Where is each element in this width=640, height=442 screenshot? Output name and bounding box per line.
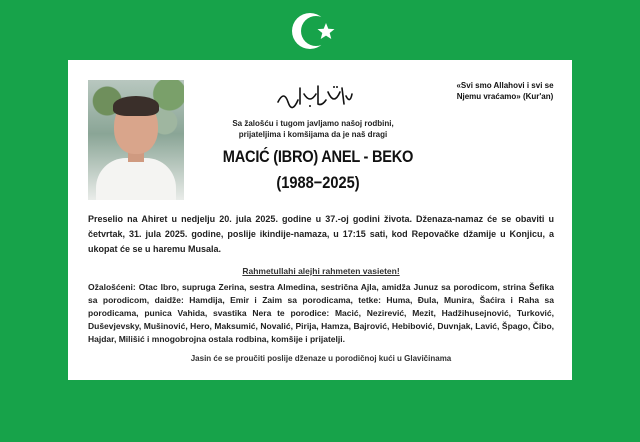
prayer-line: Rahmetullahi alejhi rahmeten vasieten! [242,266,400,276]
mourners-list: Ožalošćeni: Otac Ibro, supruga Zerina, sestra Almedina, sestrična Ajla, amidža Junuz sa porodicom, strina Šefika sa porodicom, daidže: Hamdija, Emir i Zaim sa porodicama, tetke: Huma, Đula, Munira, Šaćira i Raha sa porodicama, punica Vahida, svastika Nera te porodice: Macić, Nezirević, Mezit, Hadžihusejnović, Turković, Duševjevsky, Mušinović, Hero, Maksumić, Novalić, Pirija, Hamza, Bajrović, Hebibović, Duvnjak, Lavić, Špago, Čibo, Hajdar, Milišić i mnogobrojna ostala rodbina, komšije i prijatelji. [88,282,554,344]
arabic-calligraphy [274,82,354,110]
deceased-photo [88,80,184,200]
quran-quote: «Svi smo Allahovi i svi se Njemu vraćamo» (Kur'an) [456,81,554,101]
life-years: (1988−2025) [276,173,360,192]
crescent-star-icon [288,8,340,54]
jasin-notice: Jasin će se proučiti poslije dženaze u porodičnoj kući u Glavičinama [190,354,452,363]
funeral-announcement: Preselio na Ahiret u nedjelju 20. jula 2025. godine u 37.-oj godini života. Dženaza-namaz će se obaviti u četvrtak, 31. jula 2025. godine, poslije ikindije-namaza, u 17:15 sati, kod Repovačke džamije u Konjicu, a ukopat će se u haremu Musala. [88,214,554,254]
obituary-card [68,60,572,380]
deceased-name: MACIĆ (IBRO) ANEL - BEKO [222,147,414,166]
intro-text: Sa žalošću i tugom javljamo našoj rodbini, prijateljima i komšijama da je naš dragi [232,119,394,139]
